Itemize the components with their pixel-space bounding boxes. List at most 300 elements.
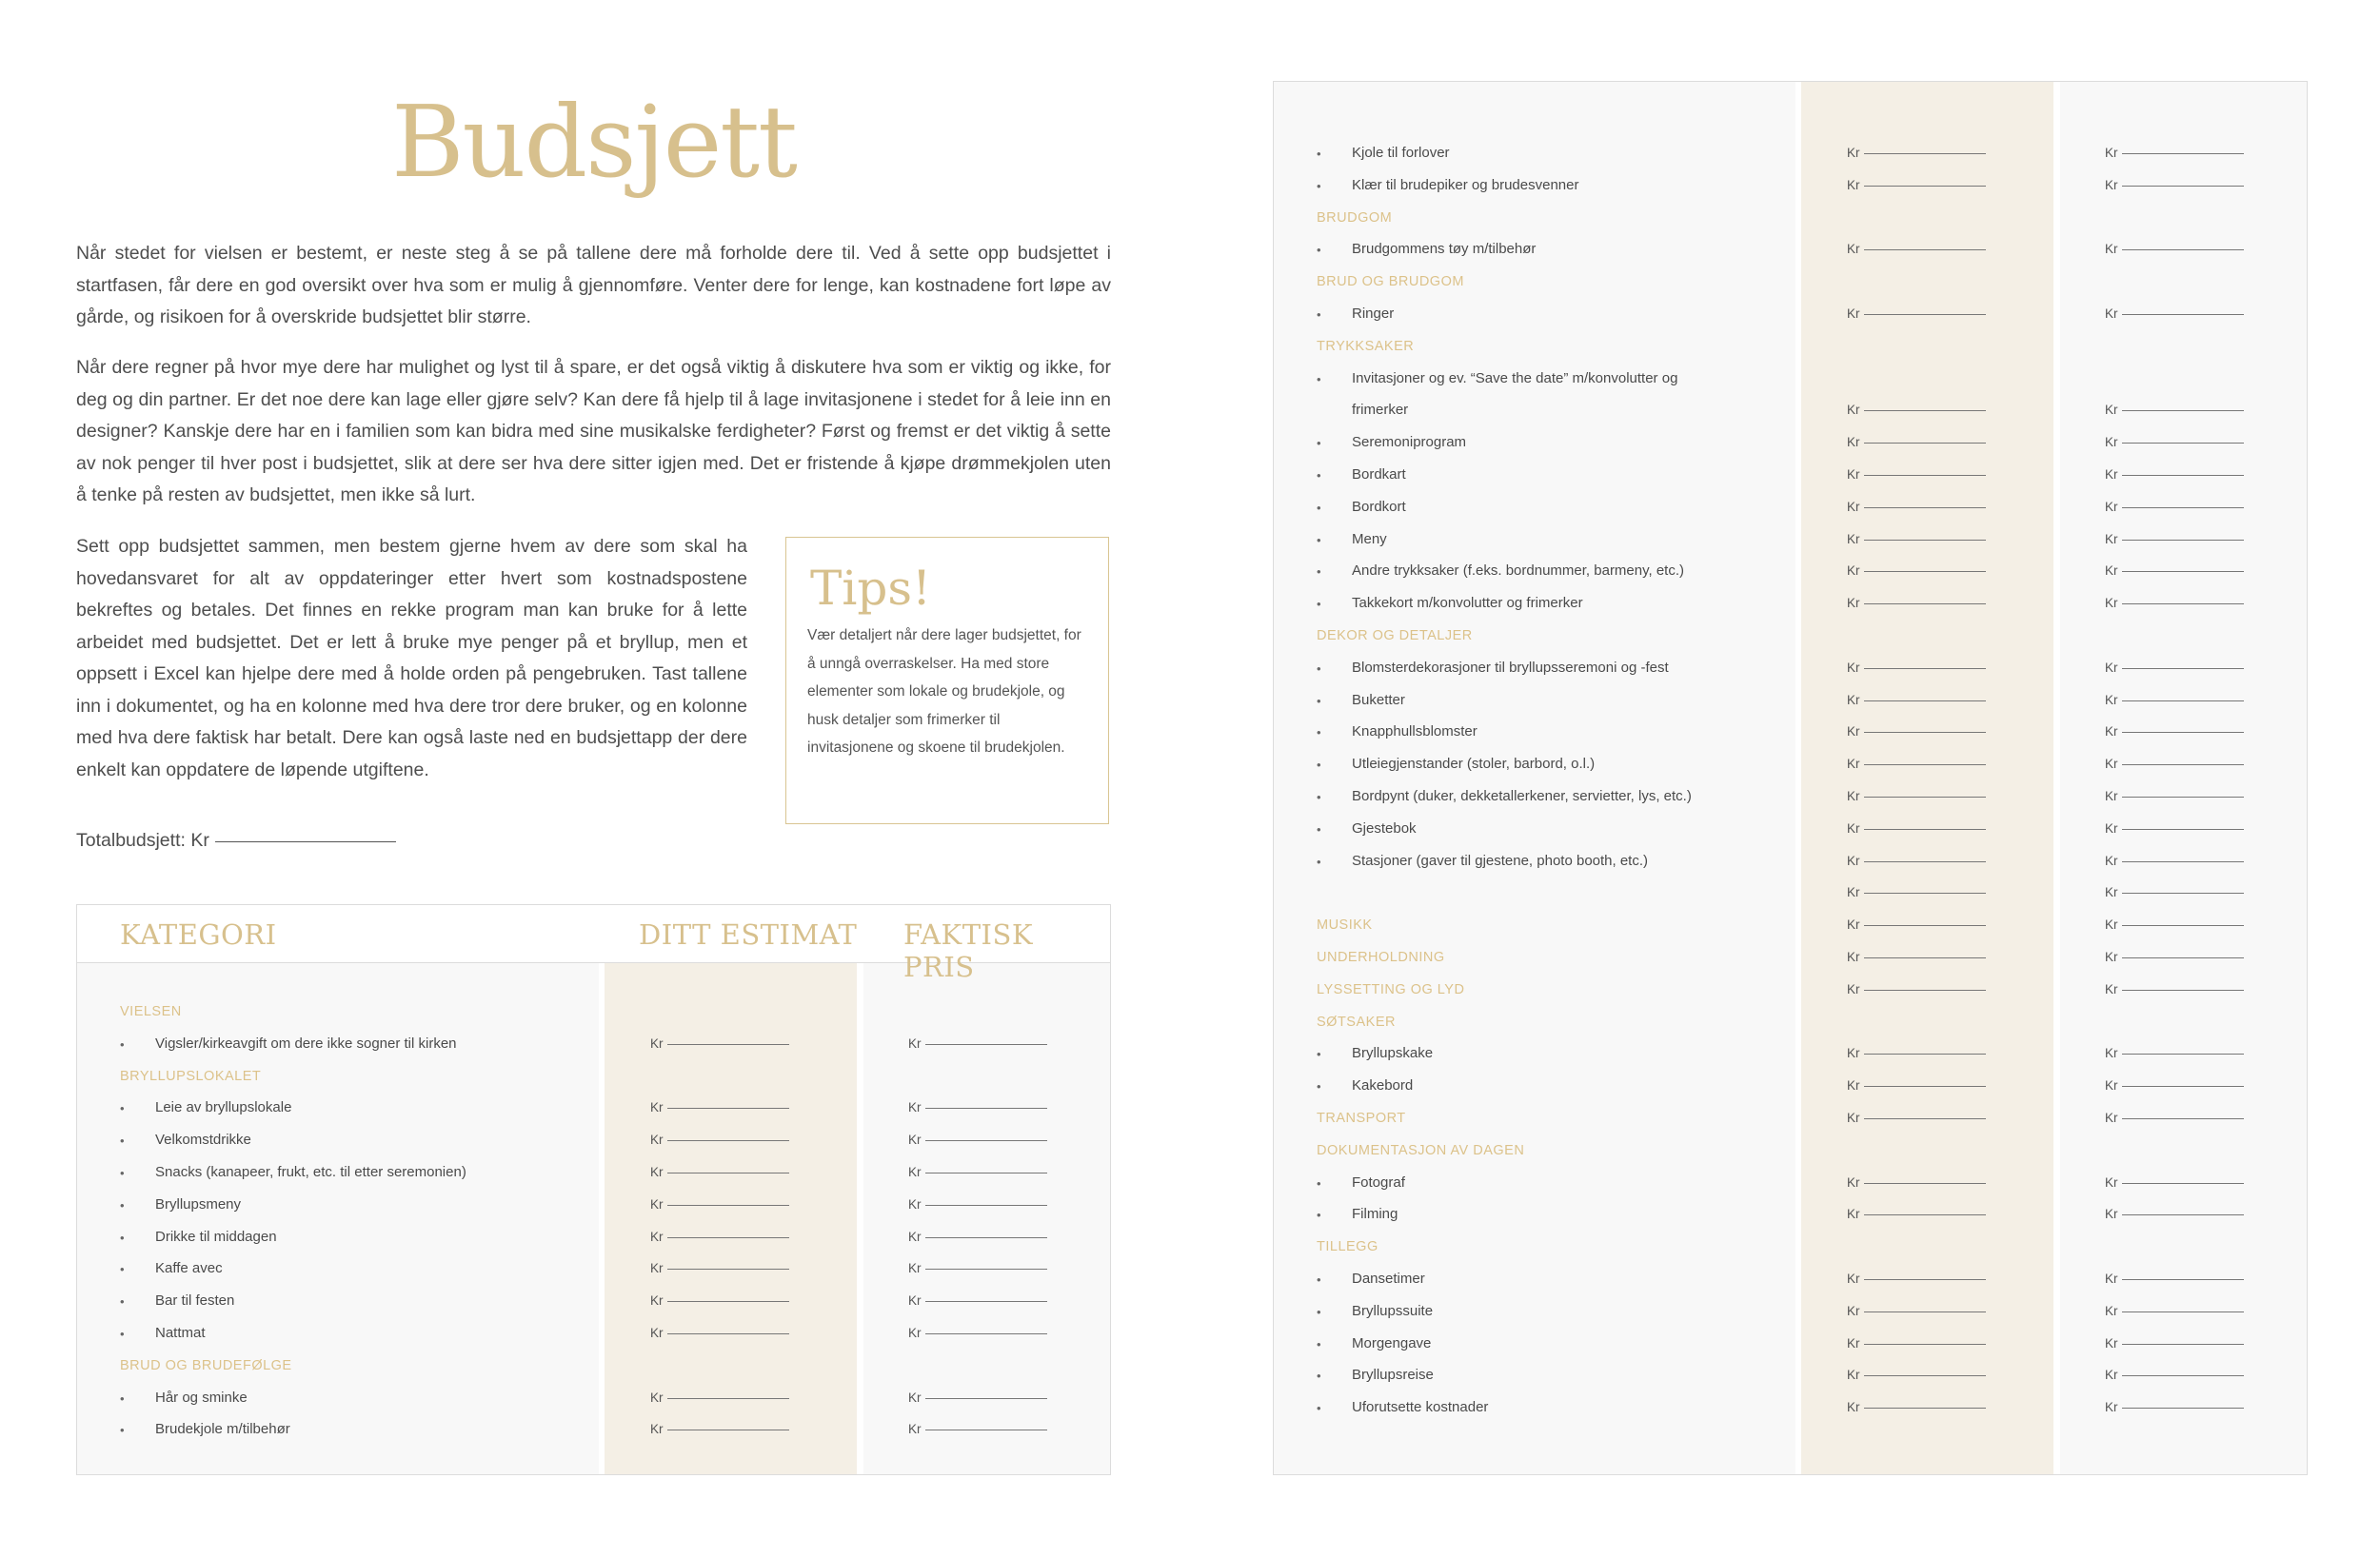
estimate-field[interactable] xyxy=(1847,532,1986,546)
actual-field[interactable] xyxy=(2105,724,2244,739)
estimate-field[interactable] xyxy=(650,1390,789,1405)
amount-input-line[interactable] xyxy=(2122,1279,2244,1280)
actual-field[interactable] xyxy=(2105,1272,2244,1286)
actual-field[interactable] xyxy=(2105,146,2244,160)
section-heading: BRUD OG BRUDEFØLGE xyxy=(120,1357,292,1373)
amount-input-line[interactable] xyxy=(2122,314,2244,315)
amount-input-line[interactable] xyxy=(2122,1214,2244,1215)
actual-column xyxy=(863,905,1110,1474)
budget-item: Brudekjole m/tilbehør xyxy=(155,1421,290,1438)
amount-input-line[interactable] xyxy=(2122,957,2244,958)
amount-input-line[interactable] xyxy=(1864,1118,1986,1119)
estimate-field[interactable] xyxy=(1847,242,1986,256)
bullet-icon: • xyxy=(1317,1272,1321,1287)
amount-input-line[interactable] xyxy=(2122,1054,2244,1055)
amount-input-line[interactable] xyxy=(1864,1344,1986,1345)
bullet-icon: • xyxy=(120,1134,125,1149)
kr-label: Kr xyxy=(908,1229,922,1244)
budget-item: Velkomstdrikke xyxy=(155,1132,251,1149)
amount-input-line[interactable] xyxy=(1864,990,1986,991)
amount-input-line[interactable] xyxy=(1864,314,1986,315)
actual-field[interactable] xyxy=(2105,1175,2244,1190)
bullet-icon: • xyxy=(1317,1079,1321,1095)
kr-label: Kr xyxy=(1847,563,1860,579)
kr-label: Kr xyxy=(2105,1272,2118,1286)
kr-label: Kr xyxy=(1847,757,1860,772)
actual-field[interactable] xyxy=(908,1422,1047,1436)
amount-input-line[interactable] xyxy=(2122,153,2244,154)
estimate-field[interactable] xyxy=(1847,500,1986,514)
estimate-field[interactable] xyxy=(1847,1111,1986,1125)
kr-label: Kr xyxy=(2105,1400,2118,1415)
kr-label: Kr xyxy=(2105,692,2118,707)
amount-input-line[interactable] xyxy=(1864,186,1986,187)
bullet-icon: • xyxy=(1317,1047,1321,1062)
estimate-field[interactable] xyxy=(1847,1272,1986,1286)
amount-input-line[interactable] xyxy=(1864,1311,1986,1312)
budget-item: Seremoniprogram xyxy=(1352,434,1467,451)
kr-label: Kr xyxy=(2105,820,2118,836)
amount-input-line[interactable] xyxy=(1864,1086,1986,1087)
kr-label: Kr xyxy=(1847,820,1860,836)
actual-field[interactable] xyxy=(2105,854,2244,868)
amount-input-line[interactable] xyxy=(2122,1183,2244,1184)
header-category: KATEGORI xyxy=(120,918,277,951)
kr-label: Kr xyxy=(2105,435,2118,450)
kr-label: Kr xyxy=(2105,757,2118,772)
actual-field[interactable] xyxy=(2105,178,2244,192)
bullet-icon: • xyxy=(1317,821,1321,837)
estimate-column xyxy=(605,905,857,1474)
amount-input-line[interactable] xyxy=(2122,1086,2244,1087)
kr-label: Kr xyxy=(1847,789,1860,803)
amount-input-line[interactable] xyxy=(925,1140,1047,1141)
estimate-field[interactable] xyxy=(1847,1304,1986,1318)
amount-input-line[interactable] xyxy=(1864,443,1986,444)
budget-item: Invitasjoner og ev. “Save the date” m/konvolutter og xyxy=(1352,369,1678,386)
estimate-field[interactable] xyxy=(1847,1368,1986,1382)
actual-field[interactable] xyxy=(2105,950,2244,964)
amount-input-line[interactable] xyxy=(1864,925,1986,926)
kr-label: Kr xyxy=(2105,563,2118,579)
amount-input-line[interactable] xyxy=(1864,540,1986,541)
actual-field[interactable] xyxy=(2105,596,2244,610)
tips-box xyxy=(785,537,1109,824)
amount-input-line[interactable] xyxy=(2122,700,2244,701)
amount-input-line[interactable] xyxy=(1864,700,1986,701)
kr-label: Kr xyxy=(1847,724,1860,740)
kr-label: Kr xyxy=(2105,1303,2118,1318)
amount-input-line[interactable] xyxy=(667,1301,789,1302)
actual-field[interactable] xyxy=(2105,467,2244,482)
budget-item: Leie av bryllupslokale xyxy=(155,1099,292,1116)
kr-label: Kr xyxy=(908,1422,922,1437)
bullet-icon: • xyxy=(120,1327,125,1341)
amount-input-line[interactable] xyxy=(1864,475,1986,476)
amount-input-line[interactable] xyxy=(667,1044,789,1045)
budget-item: Stasjoner (gaver til gjestene, photo booth, etc.) xyxy=(1352,852,1649,869)
budget-item: Fotograf xyxy=(1352,1173,1405,1191)
section-heading: SØTSAKER xyxy=(1317,1014,1396,1030)
amount-input-line[interactable] xyxy=(925,1333,1047,1334)
kr-label: Kr xyxy=(1847,596,1860,611)
actual-field[interactable] xyxy=(2105,435,2244,449)
estimate-field[interactable] xyxy=(1847,917,1986,932)
kr-label: Kr xyxy=(2105,1174,2118,1190)
kr-label: Kr xyxy=(2105,1111,2118,1125)
budget-item: Bordkart xyxy=(1352,466,1406,483)
kr-label: Kr xyxy=(2105,306,2118,321)
kr-label: Kr xyxy=(650,1326,664,1340)
bullet-icon: • xyxy=(1317,436,1321,451)
amount-input-line[interactable] xyxy=(2122,797,2244,798)
estimate-field[interactable] xyxy=(1847,178,1986,192)
amount-input-line[interactable] xyxy=(1864,153,1986,154)
amount-input-line[interactable] xyxy=(925,1108,1047,1109)
amount-input-line[interactable] xyxy=(2122,764,2244,765)
bullet-icon: • xyxy=(1317,564,1321,580)
section-heading: TILLEGG xyxy=(1317,1239,1378,1255)
kr-label: Kr xyxy=(1847,531,1860,546)
section-heading: MUSIKK xyxy=(1317,917,1373,934)
bullet-icon: • xyxy=(120,1101,125,1116)
actual-field[interactable] xyxy=(908,1261,1047,1275)
budget-item: Utleiegjenstander (stoler, barbord, o.l.) xyxy=(1352,756,1596,773)
intro-paragraph-3: Sett opp budsjettet sammen, men bestem gjerne hvem av dere som skal ha hovedansvaret for alt av oppdateringer etter hvert som kostnadspostene bekreftes og betales. Det finnes en rekke program man kan bruke for å lette arbeidet med budsjettet. Det er lett å bruke mye penger på et bryllup, men et oppsett i Excel kan hjelpe dere med å holde orden på pengebruken. Tast tallene inn i dokumentet, og ha en kolonne med hva dere tror dere bruker, og en kolonne med hva dere faktisk har betalt. Dere kan også laste ned en budsjettapp der dere enkelt kan oppdatere de løpende utgiftene. xyxy=(76,536,747,780)
budget-table-2 xyxy=(1273,81,2308,1475)
kr-label: Kr xyxy=(1847,692,1860,707)
actual-field[interactable] xyxy=(2105,1336,2244,1351)
amount-input-line[interactable] xyxy=(1864,893,1986,894)
kr-label: Kr xyxy=(2105,531,2118,546)
amount-input-line[interactable] xyxy=(2122,990,2244,991)
estimate-field[interactable] xyxy=(1847,885,1986,899)
actual-field[interactable] xyxy=(2105,757,2244,771)
estimate-field[interactable] xyxy=(650,1036,789,1051)
kr-label: Kr xyxy=(650,1035,664,1051)
amount-input-line[interactable] xyxy=(2122,603,2244,604)
amount-input-line[interactable] xyxy=(1864,797,1986,798)
section-heading: DOKUMENTASJON AV DAGEN xyxy=(1317,1142,1525,1158)
estimate-field[interactable] xyxy=(650,1165,789,1179)
amount-input-line[interactable] xyxy=(1864,603,1986,604)
actual-field[interactable] xyxy=(2105,1111,2244,1125)
kr-label: Kr xyxy=(908,1293,922,1309)
bullet-icon: • xyxy=(1317,661,1321,676)
amount-input-line[interactable] xyxy=(1864,829,1986,830)
kr-label: Kr xyxy=(1847,917,1860,933)
estimate-field[interactable] xyxy=(1847,435,1986,449)
estimate-field[interactable] xyxy=(1847,821,1986,836)
kr-label: Kr xyxy=(1847,306,1860,321)
actual-field[interactable] xyxy=(908,1133,1047,1147)
actual-field[interactable] xyxy=(2105,563,2244,578)
estimate-field[interactable] xyxy=(1847,596,1986,610)
bullet-icon: • xyxy=(1317,147,1321,161)
amount-input-line[interactable] xyxy=(1864,957,1986,958)
amount-input-line[interactable] xyxy=(1864,1214,1986,1215)
budget-item: Snacks (kanapeer, frukt, etc. til etter seremonien) xyxy=(155,1164,466,1180)
amount-input-line[interactable] xyxy=(2122,893,2244,894)
bullet-icon: • xyxy=(1317,371,1321,386)
estimate-field[interactable] xyxy=(1847,403,1986,417)
budget-item: Bordkort xyxy=(1352,498,1406,515)
kr-label: Kr xyxy=(1847,1207,1860,1222)
actual-field[interactable] xyxy=(908,1326,1047,1340)
table-header xyxy=(77,905,1110,983)
estimate-field[interactable] xyxy=(1847,854,1986,868)
estimate-field[interactable] xyxy=(1847,1175,1986,1190)
kr-label: Kr xyxy=(2105,724,2118,740)
actual-field[interactable] xyxy=(2105,306,2244,321)
bullet-icon: • xyxy=(1317,1175,1321,1191)
amount-input-line[interactable] xyxy=(925,1301,1047,1302)
estimate-field[interactable] xyxy=(650,1133,789,1147)
kr-label: Kr xyxy=(1847,981,1860,996)
actual-field[interactable] xyxy=(2105,1304,2244,1318)
actual-field[interactable] xyxy=(2105,403,2244,417)
budget-item: Knapphullsblomster xyxy=(1352,723,1478,740)
header-estimate: DITT ESTIMAT xyxy=(639,918,858,951)
amount-input-line[interactable] xyxy=(2122,668,2244,669)
amount-input-line[interactable] xyxy=(925,1205,1047,1206)
estimate-field[interactable] xyxy=(1847,1207,1986,1221)
bullet-icon: • xyxy=(120,1390,125,1406)
amount-input-line[interactable] xyxy=(2122,571,2244,572)
amount-input-line[interactable] xyxy=(2122,732,2244,733)
actual-field[interactable] xyxy=(908,1390,1047,1405)
kr-label: Kr xyxy=(2105,1046,2118,1061)
estimate-field[interactable] xyxy=(1847,661,1986,675)
kr-label: Kr xyxy=(2105,242,2118,257)
amount-input-line[interactable] xyxy=(2122,1118,2244,1119)
estimate-field[interactable] xyxy=(1847,146,1986,160)
header-actual: FAKTISK PRIS xyxy=(903,918,1034,983)
amount-input-line[interactable] xyxy=(667,1237,789,1238)
kr-label: Kr xyxy=(2105,596,2118,611)
budget-item: Dansetimer xyxy=(1352,1271,1425,1287)
actual-field[interactable] xyxy=(2105,1368,2244,1382)
section-heading: UNDERHOLDNING xyxy=(1317,950,1445,965)
estimate-field[interactable] xyxy=(650,1326,789,1340)
budget-item: Kakebord xyxy=(1352,1077,1414,1095)
actual-field[interactable] xyxy=(2105,242,2244,256)
actual-field[interactable] xyxy=(908,1100,1047,1114)
amount-input-line[interactable] xyxy=(1864,1183,1986,1184)
intro-paragraph-1: Når stedet for vielsen er bestemt, er neste steg å se på tallene dere må forholde dere til. Ved å sette opp budsjettet i startfasen, får dere en god oversikt over hva som er mulig å gjennomføre. Venter dere for lenge, kan kostnadene fort løpe av gårde, og risikoen for å overskride budsjettet blir større. xyxy=(76,243,1111,327)
section-heading: LYSSETTING OG LYD xyxy=(1317,981,1465,997)
bullet-icon: • xyxy=(1317,532,1321,547)
amount-input-line[interactable] xyxy=(2122,507,2244,508)
kr-label: Kr xyxy=(2105,1078,2118,1094)
actual-field[interactable] xyxy=(2105,693,2244,707)
budget-item: Gjestebok xyxy=(1352,819,1417,837)
bullet-icon: • xyxy=(1317,468,1321,483)
budget-item: Meny xyxy=(1352,530,1387,547)
kr-label: Kr xyxy=(650,1165,664,1179)
actual-field[interactable] xyxy=(2105,1046,2244,1060)
estimate-field[interactable] xyxy=(1847,757,1986,771)
budget-item: Bryllupssuite xyxy=(1352,1302,1434,1319)
amount-input-line[interactable] xyxy=(2122,249,2244,250)
estimate-field[interactable] xyxy=(1847,789,1986,803)
kr-label: Kr xyxy=(2105,177,2118,192)
budget-table-1 xyxy=(76,904,1111,1475)
amount-input-line[interactable] xyxy=(1864,668,1986,669)
actual-field[interactable] xyxy=(908,1293,1047,1308)
bullet-icon: • xyxy=(1317,854,1321,869)
kr-label: Kr xyxy=(1847,1174,1860,1190)
budget-item: Drikke til middagen xyxy=(155,1228,277,1245)
amount-input-line[interactable] xyxy=(2122,1344,2244,1345)
total-budget-label: Totalbudsjett: Kr xyxy=(76,830,209,851)
kr-label: Kr xyxy=(1847,403,1860,418)
kr-label: Kr xyxy=(1847,467,1860,482)
amount-input-line[interactable] xyxy=(667,1398,789,1399)
estimate-field[interactable] xyxy=(650,1197,789,1212)
section-heading: TRYKKSAKER xyxy=(1317,338,1415,354)
amount-input-line[interactable] xyxy=(925,1237,1047,1238)
amount-input-line[interactable] xyxy=(1864,1375,1986,1376)
tips-title: Tips! xyxy=(810,561,932,616)
amount-input-line[interactable] xyxy=(2122,861,2244,862)
kr-label: Kr xyxy=(1847,950,1860,964)
amount-input-line[interactable] xyxy=(2122,186,2244,187)
amount-input-line[interactable] xyxy=(1864,732,1986,733)
bullet-icon: • xyxy=(1317,1336,1321,1351)
budget-item: frimerker xyxy=(1352,402,1409,419)
actual-field[interactable] xyxy=(2105,661,2244,675)
amount-input-line[interactable] xyxy=(1864,1279,1986,1280)
estimate-field[interactable] xyxy=(1847,982,1986,996)
actual-field[interactable] xyxy=(2105,1400,2244,1414)
estimate-field[interactable] xyxy=(650,1230,789,1244)
kr-label: Kr xyxy=(1847,1303,1860,1318)
budget-item: Buketter xyxy=(1352,691,1405,708)
kr-label: Kr xyxy=(2105,660,2118,675)
kr-label: Kr xyxy=(908,1261,922,1276)
kr-label: Kr xyxy=(2105,1335,2118,1351)
actual-field[interactable] xyxy=(908,1165,1047,1179)
estimate-field[interactable] xyxy=(1847,563,1986,578)
bullet-icon: • xyxy=(1317,307,1321,322)
actual-field[interactable] xyxy=(908,1036,1047,1051)
estimate-field[interactable] xyxy=(1847,467,1986,482)
actual-field[interactable] xyxy=(2105,532,2244,546)
amount-input-line[interactable] xyxy=(2122,443,2244,444)
amount-input-line[interactable] xyxy=(2122,1408,2244,1409)
amount-input-line[interactable] xyxy=(1864,1408,1986,1409)
kr-label: Kr xyxy=(650,1422,664,1437)
estimate-field[interactable] xyxy=(650,1422,789,1436)
actual-field[interactable] xyxy=(2105,821,2244,836)
amount-input-line[interactable] xyxy=(925,1044,1047,1045)
bullet-icon: • xyxy=(120,1036,125,1052)
amount-input-line[interactable] xyxy=(2122,540,2244,541)
kr-label: Kr xyxy=(650,1133,664,1148)
tips-text: Vær detaljert når dere lager budsjettet, for å unngå overraskelser. Ha med store elementer som lokale og brudekjole, og husk detaljer som frimerker til invitasjonene og skoene til brudekjolen. xyxy=(807,627,1081,756)
intro-paragraph-2: Når dere regner på hvor mye dere har mulighet og lyst til å spare, er det også viktig å diskutere hva som er viktig og ikke, for deg og din partner. Er det noe dere kan lage eller gjøre selv? Kan dere få hjelp til å lage invitasjonene i stedet for å leie inn en designer? Kanskje dere har en i familien som kan bidra med sine musikalske ferdigheter? Først og fremst er det viktig å sette av nok penger til hver post i budsjettet, slik at dere ser hva dere sitter igjen med. Det er fristende å kjøpe drømmekjolen uten å tenke på resten av budsjettet, men ikke så lurt. xyxy=(76,357,1111,505)
budget-item: Bryllupsmeny xyxy=(155,1195,242,1213)
actual-field[interactable] xyxy=(2105,500,2244,514)
amount-input-line[interactable] xyxy=(1864,507,1986,508)
bullet-icon: • xyxy=(120,1294,125,1310)
estimate-field[interactable] xyxy=(1847,306,1986,321)
kr-label: Kr xyxy=(2105,950,2118,964)
kr-label: Kr xyxy=(908,1035,922,1051)
amount-input-line[interactable] xyxy=(1864,764,1986,765)
estimate-field[interactable] xyxy=(1847,693,1986,707)
estimate-field[interactable] xyxy=(650,1293,789,1308)
total-budget-input-line[interactable] xyxy=(215,841,396,842)
amount-input-line[interactable] xyxy=(2122,475,2244,476)
kr-label: Kr xyxy=(2105,1207,2118,1222)
estimate-field[interactable] xyxy=(650,1261,789,1275)
budget-item: Vigsler/kirkeavgift om dere ikke sogner til kirken xyxy=(155,1035,457,1052)
amount-input-line[interactable] xyxy=(1864,249,1986,250)
estimate-field[interactable] xyxy=(1847,724,1986,739)
amount-input-line[interactable] xyxy=(1864,1054,1986,1055)
kr-label: Kr xyxy=(908,1165,922,1179)
amount-input-line[interactable] xyxy=(667,1205,789,1206)
budget-item: Bar til festen xyxy=(155,1292,235,1310)
page-title: Budsjett xyxy=(391,84,796,200)
actual-field[interactable] xyxy=(908,1230,1047,1244)
amount-input-line[interactable] xyxy=(667,1333,789,1334)
budget-item: Brudgommens tøy m/tilbehør xyxy=(1352,241,1537,258)
amount-input-line[interactable] xyxy=(667,1108,789,1109)
budget-item: Kjole til forlover xyxy=(1352,145,1450,161)
amount-input-line[interactable] xyxy=(1864,410,1986,411)
actual-field[interactable] xyxy=(2105,789,2244,803)
estimate-field[interactable] xyxy=(1847,1046,1986,1060)
estimate-field[interactable] xyxy=(650,1100,789,1114)
actual-field[interactable] xyxy=(2105,1207,2244,1221)
amount-input-line[interactable] xyxy=(1864,861,1986,862)
amount-input-line[interactable] xyxy=(2122,925,2244,926)
estimate-field[interactable] xyxy=(1847,950,1986,964)
actual-field[interactable] xyxy=(2105,917,2244,932)
bullet-icon: • xyxy=(1317,1208,1321,1223)
amount-input-line[interactable] xyxy=(2122,1311,2244,1312)
kr-label: Kr xyxy=(650,1229,664,1244)
estimate-field[interactable] xyxy=(1847,1078,1986,1093)
budget-item: Bordpynt (duker, dekketallerkener, servietter, lys, etc.) xyxy=(1352,788,1692,804)
kr-label: Kr xyxy=(1847,660,1860,675)
amount-input-line[interactable] xyxy=(925,1269,1047,1270)
estimate-field[interactable] xyxy=(1847,1336,1986,1351)
kr-label: Kr xyxy=(1847,885,1860,900)
section-heading: BRYLLUPSLOKALET xyxy=(120,1068,262,1084)
estimate-column xyxy=(1801,82,2053,1474)
amount-input-line[interactable] xyxy=(667,1140,789,1141)
total-budget xyxy=(76,830,396,852)
amount-input-line[interactable] xyxy=(2122,410,2244,411)
actual-field[interactable] xyxy=(2105,982,2244,996)
actual-field[interactable] xyxy=(2105,885,2244,899)
estimate-field[interactable] xyxy=(1847,1400,1986,1414)
amount-input-line[interactable] xyxy=(1864,571,1986,572)
actual-field[interactable] xyxy=(908,1197,1047,1212)
amount-input-line[interactable] xyxy=(925,1398,1047,1399)
kr-label: Kr xyxy=(2105,885,2118,900)
amount-input-line[interactable] xyxy=(667,1269,789,1270)
amount-input-line[interactable] xyxy=(2122,829,2244,830)
bullet-icon: • xyxy=(120,1262,125,1277)
actual-field[interactable] xyxy=(2105,1078,2244,1093)
amount-input-line[interactable] xyxy=(2122,1375,2244,1376)
budget-item: Kaffe avec xyxy=(155,1260,223,1277)
